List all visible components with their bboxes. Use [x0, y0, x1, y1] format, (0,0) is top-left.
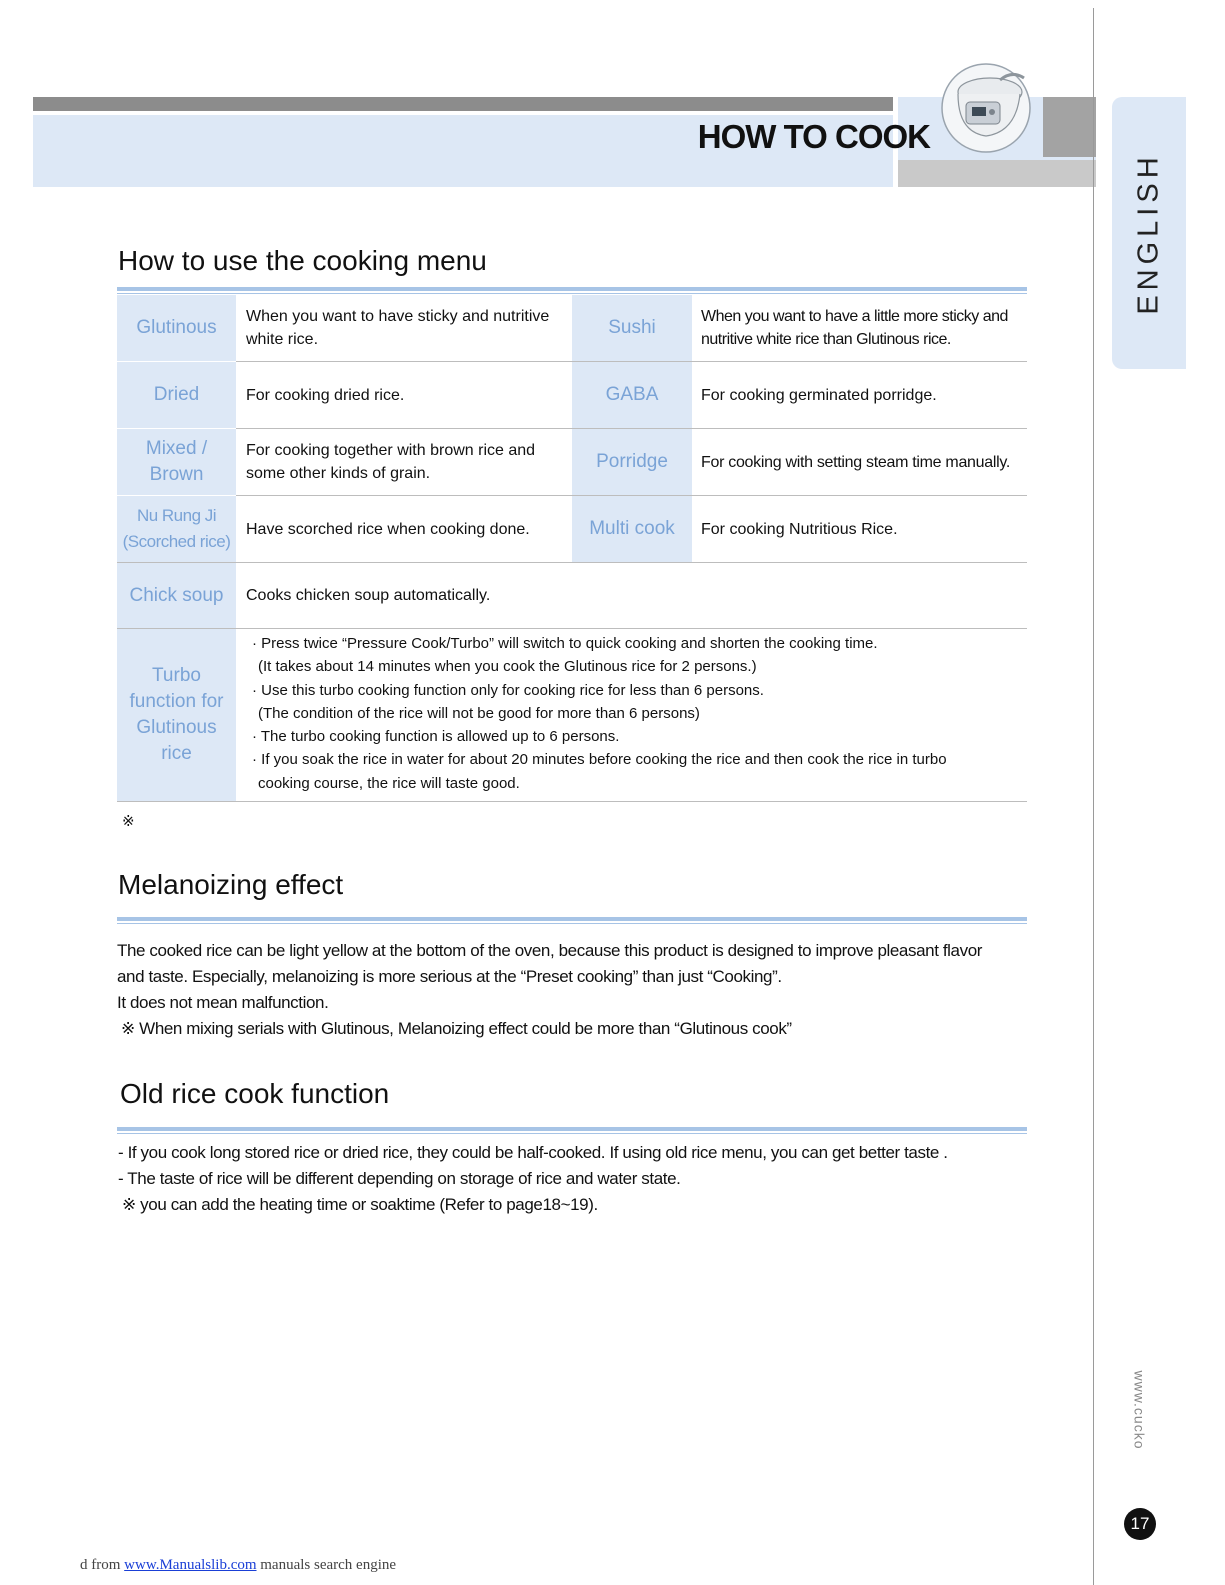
menu-desc-chick-soup: Cooks chicken soup automatically.: [246, 587, 491, 604]
footer: [80, 1557, 396, 1574]
menu-label-sushi: Sushi: [572, 295, 692, 361]
margin-divider: [1093, 8, 1094, 1585]
menu-label-mixed-brown: Mixed / Brown: [117, 429, 236, 495]
menu-desc-porridge: For cooking with setting steam time manually.: [701, 453, 1011, 471]
old-rice-text: [118, 1140, 948, 1218]
footer-link[interactable]: www.Manualslib.com: [124, 1557, 257, 1573]
section-rule-thin: [117, 1133, 1027, 1134]
menu-label-glutinous: Glutinous: [117, 295, 236, 361]
menu-desc-dried: For cooking dried rice.: [246, 386, 405, 404]
section-title-melanoizing: Melanoizing effect: [118, 869, 344, 900]
page-title: HOW TO COOK: [697, 118, 930, 155]
paragraph-line: It does not mean malfunction.: [117, 993, 329, 1012]
language-tab-label: ENGLISH: [1132, 151, 1165, 315]
paragraph-note: ※ you can add the heating time or soaktime (Refer to page18~19).: [122, 1195, 598, 1214]
section-rule: [117, 287, 1027, 291]
menu-desc-sushi: When you want to have a little more sticky and nutritive white rice than Glutinous rice.: [701, 308, 1008, 348]
section-title-cooking-menu: How to use the cooking menu: [118, 245, 487, 276]
menu-label-dried: Dried: [117, 362, 236, 428]
section-rule: [117, 1127, 1027, 1131]
turbo-line: · Use this turbo cooking function only for cooking rice for less than 6 persons.: [252, 681, 764, 699]
section-rule-thin: [117, 923, 1027, 924]
paragraph-line: - The taste of rice will be different depending on storage of rice and water state.: [118, 1169, 681, 1188]
menu-label-chick-soup: Chick soup: [117, 563, 236, 628]
paragraph-line: The cooked rice can be light yellow at the bottom of the oven, because this product is designed to improve pleasant flavor: [117, 941, 983, 960]
section-title-old-rice: Old rice cook function: [120, 1078, 390, 1109]
section-rule-thin: [117, 293, 1027, 294]
turbo-line: (The condition of the rice will not be good for more than 6 persons): [258, 704, 700, 722]
row-divider: [117, 628, 1027, 629]
note-mark: ※: [122, 813, 135, 830]
website-label: www.cucko: [1132, 1370, 1148, 1450]
menu-label-turbo: Turbo function for Glutinous rice: [117, 629, 236, 801]
rice-cooker-icon: [940, 62, 1032, 154]
turbo-line: cooking course, the rice will taste good.: [258, 774, 520, 792]
menu-label-multi-cook: Multi cook: [572, 496, 692, 562]
menu-desc-multi-cook: For cooking Nutritious Rice.: [701, 520, 898, 538]
turbo-line: · The turbo cooking function is allowed up to 6 persons.: [252, 728, 620, 746]
paragraph-note: ※ When mixing serials with Glutinous, Melanoizing effect could be more than “Glutinous cook”: [121, 1019, 792, 1038]
header-gray-bar: [33, 97, 893, 111]
turbo-line: · Press twice “Pressure Cook/Turbo” will switch to quick cooking and shorten the cooking time.: [252, 635, 878, 652]
menu-desc-glutinous: When you want to have sticky and nutritive white rice.: [246, 308, 550, 348]
menu-desc-gaba: For cooking germinated porridge.: [701, 386, 937, 404]
menu-desc-nu-rung-ji: Have scorched rice when cooking done.: [246, 520, 530, 538]
section-rule: [117, 917, 1027, 921]
turbo-description: [252, 632, 1022, 795]
menu-label-porridge: Porridge: [572, 429, 692, 495]
header-gray-block: [1043, 97, 1096, 157]
menu-desc-mixed-brown: For cooking together with brown rice and some other kinds of grain.: [246, 442, 536, 482]
row-divider: [117, 801, 1027, 802]
menu-label-gaba: GABA: [572, 362, 692, 428]
menu-label-nu-rung-ji: Nu Rung Ji (Scorched rice): [117, 496, 236, 562]
paragraph-line: and taste. Especially, melanoizing is more serious at the “Preset cooking” than just “Cooking”.: [117, 967, 782, 986]
footer-prefix: d from: [80, 1557, 125, 1573]
turbo-line: · If you soak the rice in water for about 20 minutes before cooking the rice and then cook the rice in turbo: [252, 751, 947, 769]
turbo-line: (It takes about 14 minutes when you cook the Glutinous rice for 2 persons.): [258, 658, 757, 676]
page-number: 17: [1124, 1508, 1156, 1540]
paragraph-line: - If you cook long stored rice or dried rice, they could be half-cooked. If using old rice menu, you can get better taste .: [118, 1143, 948, 1162]
header-gray-strip: [898, 160, 1096, 187]
footer-suffix: manuals search engine: [256, 1557, 397, 1573]
melanoizing-text: [117, 938, 982, 1042]
